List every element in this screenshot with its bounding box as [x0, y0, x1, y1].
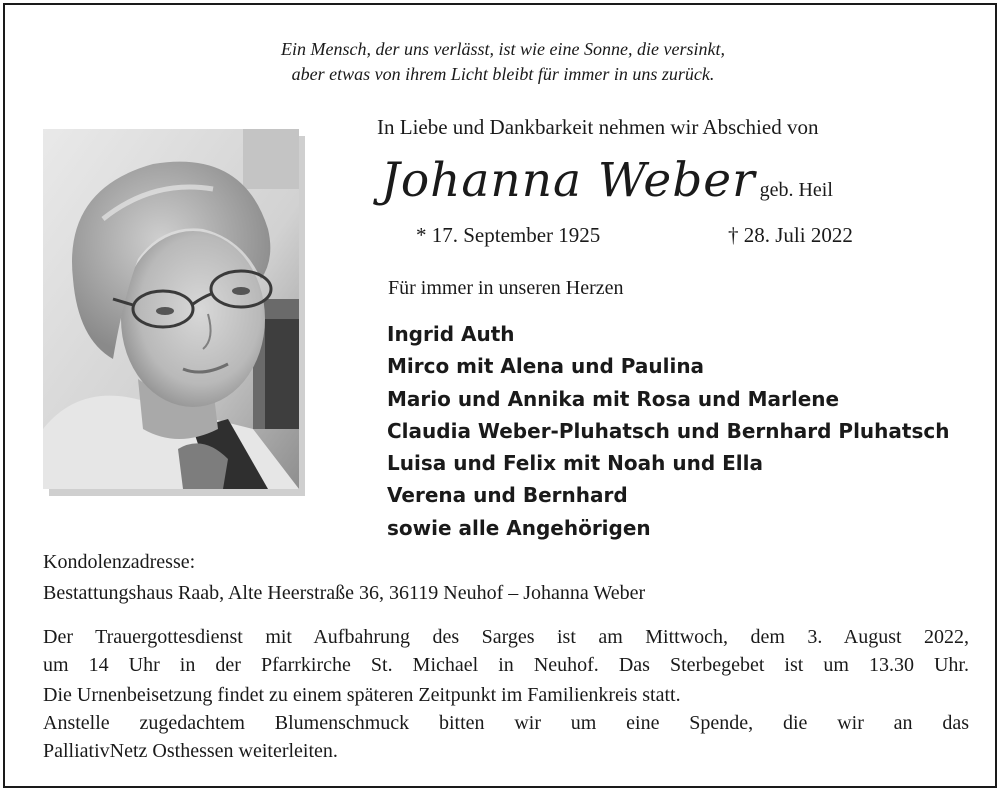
burial-line-3: PalliativNetz Osthessen weiterleiten. — [43, 740, 338, 762]
death-date: † 28. Juli 2022 — [728, 223, 853, 247]
burial-paragraph — [43, 681, 969, 765]
family-member: Ingrid Auth — [387, 322, 515, 346]
family-member: Luisa und Felix mit Noah und Ella — [387, 451, 763, 476]
burial-line-2: Anstelle zugedachtem Blumenschmuck bitten wir um eine Spende, die wir an das — [43, 712, 969, 734]
service-line-1: Der Trauergottesdienst mit Aufbahrung des Sarges ist am Mittwoch, dem 3. August 2022, — [43, 626, 969, 648]
memorial-quote — [5, 37, 1000, 87]
condolence-address: Bestattungshaus Raab, Alte Heerstraße 36, 36119 Neuhof – Johanna Weber — [43, 582, 646, 604]
condolence-label: Kondolenzadresse: — [43, 551, 196, 573]
quote-line-1: Ein Mensch, der uns verlässt, ist wie eine Sonne, die versinkt, — [281, 39, 725, 59]
burial-line-1: Die Urnenbeisetzung findet zu einem späteren Zeitpunkt im Familienkreis statt. — [43, 684, 681, 706]
deceased-name: Johanna Weber — [381, 153, 756, 208]
hearts-line: Für immer in unseren Herzen — [388, 277, 624, 299]
portrait-photo — [43, 129, 299, 489]
maiden-name: geb. Heil — [759, 179, 833, 201]
family-member: Verena und Bernhard — [387, 483, 628, 508]
obituary-frame — [3, 3, 997, 788]
family-member: Claudia Weber-Pluhatsch und Bernhard Pluhatsch — [387, 418, 950, 443]
intro-text: In Liebe und Dankbarkeit nehmen wir Abschied von — [377, 115, 819, 139]
service-line-2: um 14 Uhr in der Pfarrkirche St. Michael in Neuhof. Das Sterbegebet ist um 13.30 Uhr. — [43, 654, 969, 676]
deceased-name-line — [381, 153, 833, 208]
birth-date: * 17. September 1925 — [416, 223, 601, 247]
family-list — [387, 318, 949, 544]
family-member: Mario und Annika mit Rosa und Marlene — [387, 386, 840, 411]
family-member: Mirco mit Alena und Paulina — [387, 354, 705, 379]
family-member: sowie alle Angehörigen — [387, 515, 651, 540]
quote-line-2: aber etwas von ihrem Licht bleibt für immer in uns zurück. — [291, 64, 715, 84]
service-paragraph — [43, 623, 969, 679]
